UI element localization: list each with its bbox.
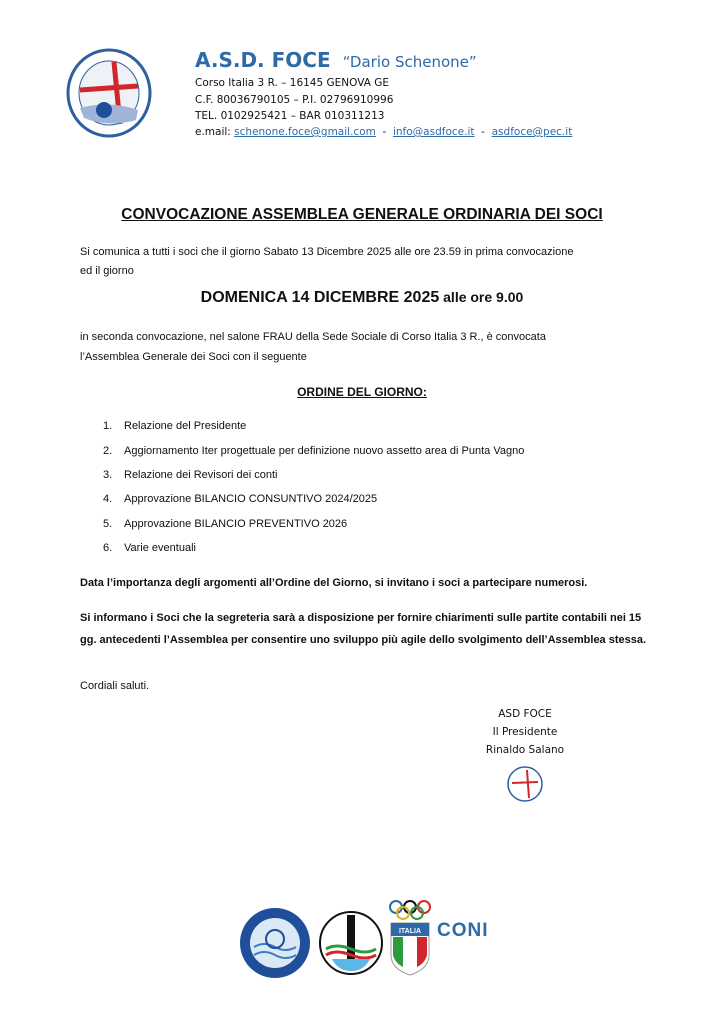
agenda-title: ORDINE DEL GIORNO: bbox=[297, 385, 427, 399]
signature-role: Il Presidente bbox=[492, 726, 558, 738]
email-link[interactable]: info@asdfoce.it bbox=[392, 126, 475, 138]
intro-text: ed il giorno bbox=[80, 265, 134, 277]
meeting-date: DOMENICA 14 DICEMBRE 2025 alle ore 9.00 bbox=[200, 289, 524, 306]
signature-org: ASD FOCE bbox=[498, 708, 552, 720]
intro-text: Si comunica a tutti i soci che il giorno Sabato 13 Dicembre 2025 alle ore 23.59 in prima convocazione bbox=[80, 246, 574, 258]
document-title: CONVOCAZIONE ASSEMBLEA GENERALE ORDINARIA DEI SOCI bbox=[121, 206, 603, 223]
coni-text: CONI bbox=[437, 920, 489, 941]
agenda-item: 4. Approvazione BILANCIO CONSUNTIVO 2024/2025 bbox=[103, 493, 378, 505]
org-subtitle: “Dario Schenone” bbox=[342, 53, 477, 71]
second-call-text: in seconda convocazione, nel salone FRAU della Sede Sociale di Corso Italia 3 R., è convocata bbox=[80, 331, 546, 343]
italia-text: ITALIA bbox=[398, 928, 422, 935]
org-name: A.S.D. FOCE “Dario Schenone” bbox=[195, 48, 477, 72]
agenda-item: 6. Varie eventuali bbox=[103, 542, 196, 554]
agenda-item: 3. Relazione dei Revisori dei conti bbox=[103, 469, 278, 481]
secretariat-note: Si informano i Soci che la segreteria sarà a disposizione per fornire chiarimenti sulle partite contabili nei 15 bbox=[80, 612, 642, 624]
importance-note: Data l’importanza degli argomenti all’Ordine del Giorno, si invitano i soci a partecipare numerosi. bbox=[80, 577, 588, 589]
agenda-item: 2. Aggiornamento Iter progettuale per definizione nuovo assetto area di Punta Vagno bbox=[103, 445, 525, 457]
agenda-item: 1. Relazione del Presidente bbox=[103, 420, 247, 432]
ficsf-logo bbox=[318, 903, 384, 983]
coni-italia-logo bbox=[386, 897, 434, 977]
phones: TEL. 0102925421 – BAR 010311213 bbox=[195, 110, 385, 122]
closing: Cordiali saluti. bbox=[80, 680, 150, 692]
email-link[interactable]: schenone.foce@gmail.com bbox=[234, 126, 376, 138]
email-link[interactable]: asdfoce@pec.it bbox=[491, 126, 573, 138]
fipsas-logo bbox=[238, 905, 312, 981]
secretariat-note: gg. antecedenti l’Assemblea per consentire uno sviluppo più agile dello svolgimento dell’Assemblea stessa. bbox=[80, 634, 647, 646]
agenda-item: 5. Approvazione BILANCIO PREVENTIVO 2026 bbox=[103, 518, 348, 530]
club-stamp bbox=[506, 765, 544, 803]
second-call-text: l’Assemblea Generale dei Soci con il seguente bbox=[80, 351, 307, 363]
emails: e.mail: schenone.foce@gmail.com - info@asdfoce.it - asdfoce@pec.it bbox=[195, 126, 573, 138]
club-logo bbox=[66, 48, 152, 138]
tax-codes: C.F. 80036790105 – P.I. 02796910996 bbox=[195, 94, 394, 106]
signature-name: Rinaldo Salano bbox=[485, 744, 565, 756]
address: Corso Italia 3 R. – 16145 GENOVA GE bbox=[195, 77, 390, 89]
